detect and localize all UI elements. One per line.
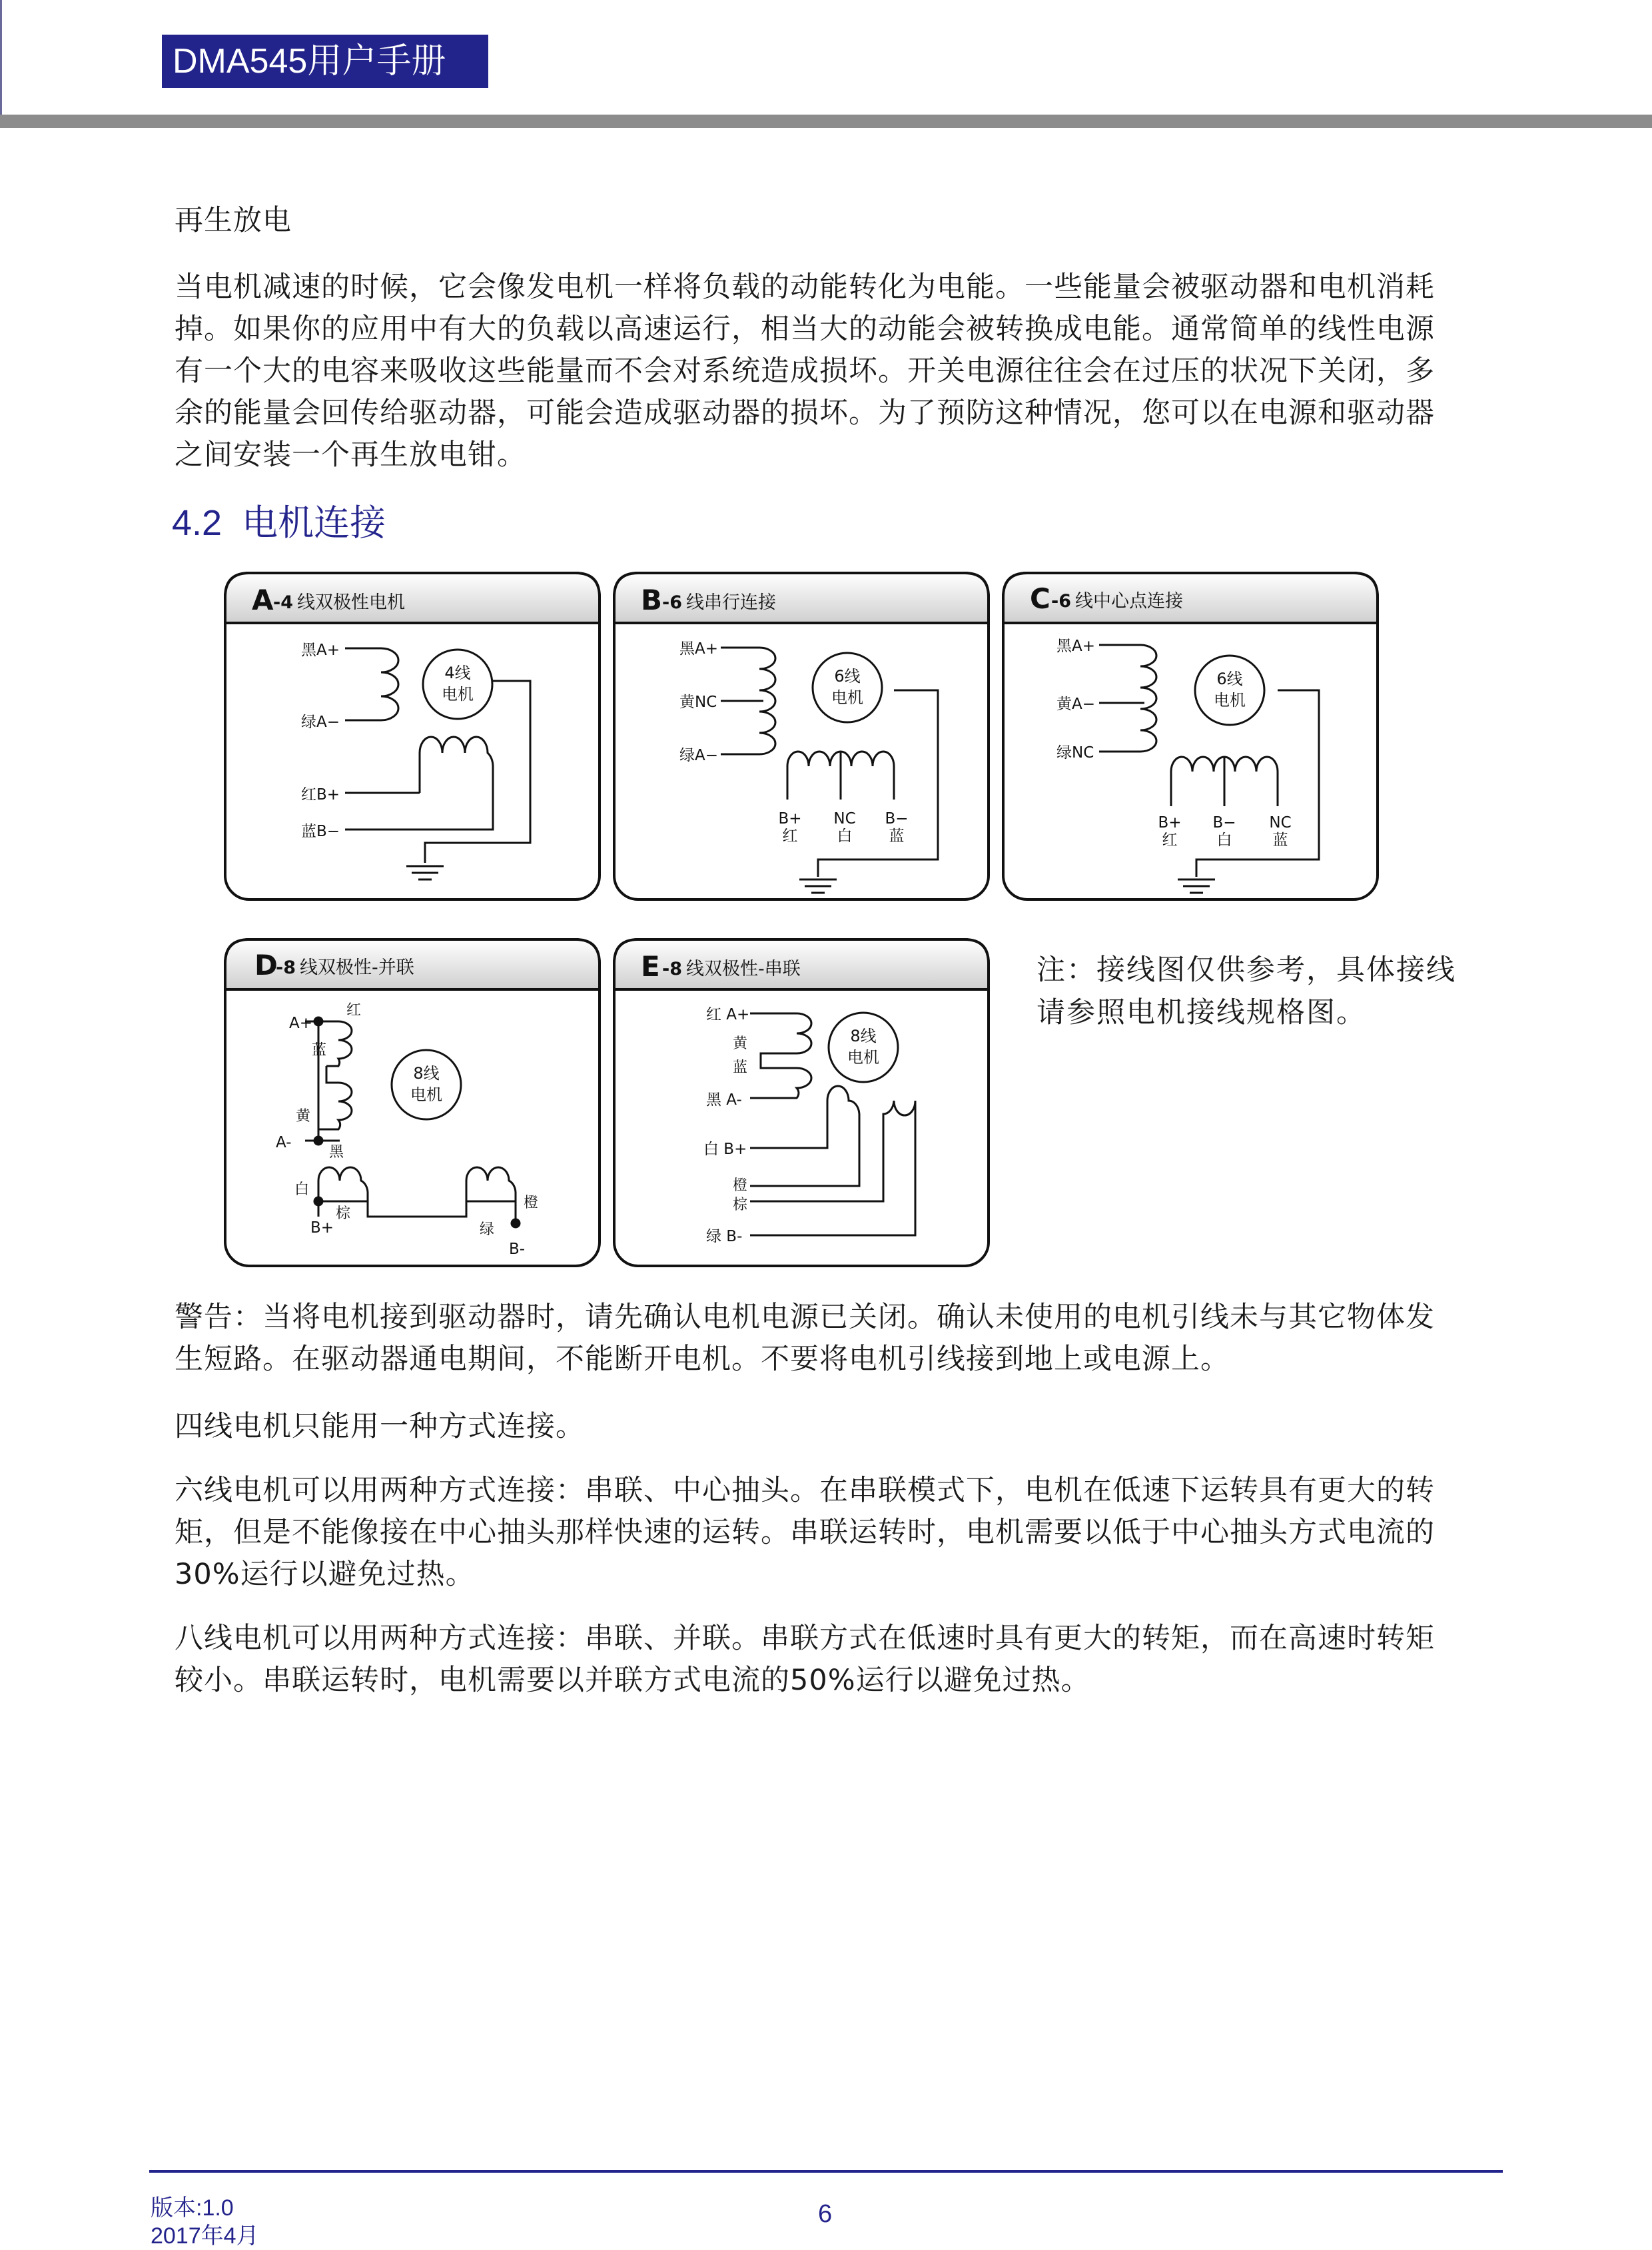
lead-label: 蓝 [312, 1042, 327, 1059]
section-number: 4.2 [172, 503, 222, 543]
diagram-b-letter: B [641, 584, 663, 616]
note-line: 注：接线图仅供参考，具体接线 [1036, 953, 1456, 987]
text-line: 矩，但是不能像接在中心抽头那样快速的运转。串联运转时，电机需要以低于中心抽头方式电流的 [175, 1516, 1435, 1549]
lead-label: 红B+ [301, 786, 340, 804]
lead-label: 黄 [733, 1035, 748, 1052]
text-line: 四线电机只能用一种方式连接。 [175, 1410, 585, 1443]
lead-label: 红 [782, 828, 798, 845]
note-line: 请参照电机接线规格图。 [1036, 996, 1366, 1029]
section-name: 电机连接 [242, 502, 386, 544]
lead-label: NC [1269, 814, 1292, 832]
lead-label: 红 [346, 1002, 362, 1019]
warning-paragraph [175, 1297, 1485, 1381]
diagram-e [614, 939, 989, 1266]
text-line: 警告：当将电机接到驱动器时，请先确认电机电源已关闭。确认未使用的电机引线未与其它物体发 [175, 1301, 1435, 1334]
motor-label: 6线 [1216, 670, 1243, 688]
lead-label: 黑A+ [301, 642, 340, 659]
lead-label: A- [276, 1134, 292, 1151]
lead-label: 蓝 [733, 1059, 748, 1076]
lead-label: 绿A− [679, 747, 719, 764]
motor-label: 电机 [1214, 691, 1246, 710]
lead-label: 黑 A- [706, 1091, 742, 1109]
lead-label: 白 [837, 828, 853, 845]
footer-rule [149, 2170, 1503, 2173]
motor-label: 电机 [847, 1048, 879, 1067]
four-wire-paragraph [175, 1406, 1485, 1448]
regen-heading: 再生放电 [175, 204, 292, 237]
lead-label: NC [833, 810, 856, 828]
motor-label: 电机 [831, 688, 863, 707]
diagram-a-letter: A [252, 584, 274, 616]
text-line: 较小。串联运转时，电机需要以并联方式电流的50%运行以避免过热。 [175, 1664, 1090, 1697]
lead-label: A+ [289, 1015, 313, 1032]
motor-label: 4线 [444, 664, 471, 682]
lead-label: 黄NC [679, 694, 717, 711]
lead-label: 黄A− [1056, 696, 1096, 713]
lead-label: B- [509, 1241, 526, 1258]
diagram-a-title: 线双极性电机 [297, 592, 405, 613]
lead-label: 绿A− [301, 714, 340, 731]
diagram-d [225, 939, 600, 1266]
svg-text:-6线串行连接 [662, 592, 777, 613]
lead-label: B− [1212, 814, 1236, 832]
footer-date: 2017年4月 [151, 2223, 259, 2249]
lead-label: 绿NC [1056, 744, 1094, 762]
lead-label: B+ [778, 810, 802, 828]
diagram-d-num: -8 [276, 957, 296, 978]
wiring-note [1036, 949, 1503, 1034]
diagram-e-title: 线双极性-串联 [686, 959, 801, 979]
lead-label: 黑 [329, 1144, 344, 1161]
svg-text:-4线双极性电机 [273, 592, 405, 613]
lead-label: 黑A+ [679, 640, 719, 658]
text-line: 生短路。在驱动器通电期间，不能断开电机。不要将电机引线接到地上或电源上。 [175, 1343, 1230, 1376]
diagram-c-num: -6 [1051, 591, 1071, 612]
text-line: 之间安装一个再生放电钳。 [175, 438, 526, 472]
page-number: 6 [818, 2200, 833, 2228]
motor-label: 8线 [850, 1027, 877, 1045]
diagram-e-letter: E [641, 950, 660, 983]
diagram-b-num: -6 [662, 592, 682, 613]
document-title: DMA545用户手册 [162, 35, 488, 88]
diagram-b [614, 573, 989, 899]
lead-label: 白 [1216, 832, 1232, 849]
lead-label: 橙 [733, 1177, 748, 1194]
diagram-e-num: -8 [662, 959, 682, 979]
svg-text:-6线中心点连接 [1051, 591, 1184, 612]
six-wire-paragraph [175, 1470, 1485, 1596]
lead-label: 黄 [296, 1108, 311, 1125]
diagram-c-letter: C [1030, 582, 1050, 615]
motor-label: 电机 [442, 685, 474, 704]
footer-version: 版本:1.0 [151, 2195, 234, 2221]
lead-label: 棕 [336, 1205, 351, 1222]
lead-label: 蓝 [1272, 832, 1288, 849]
diagram-b-title: 线串行连接 [686, 592, 776, 613]
lead-label: B+ [310, 1219, 334, 1237]
lead-label: 绿 [480, 1221, 495, 1238]
text-line: 当电机减速的时候，它会像发电机一样将负载的动能转化为电能。一些能量会被驱动器和电机消耗 [175, 271, 1435, 304]
text-line: 有一个大的电容来吸收这些能量而不会对系统造成损坏。开关电源往往会在过压的状况下关闭，多 [175, 354, 1435, 388]
lead-label: 红 A+ [706, 1006, 750, 1023]
lead-label: B+ [1158, 814, 1182, 832]
lead-label: B− [885, 810, 909, 828]
text-line: 掉。如果你的应用中有大的负载以高速运行，相当大的动能会被转换成电能。通常简单的线性电源 [175, 312, 1435, 346]
motor-label: 6线 [834, 667, 861, 686]
motor-label: 电机 [410, 1085, 442, 1104]
text-line: 八线电机可以用两种方式连接：串联、并联。串联方式在低速时具有更大的转矩，而在高速时转矩 [175, 1622, 1435, 1655]
eight-wire-paragraph [175, 1618, 1485, 1702]
text-line: 30%运行以避免过热。 [175, 1558, 475, 1591]
diagram-c-title: 线中心点连接 [1075, 591, 1183, 612]
diagram-a [225, 573, 600, 899]
lead-label: 橙 [524, 1195, 539, 1211]
lead-label: 蓝B− [301, 823, 340, 840]
lead-label: 黑A+ [1056, 638, 1096, 655]
diagram-a-num: -4 [273, 592, 293, 613]
motor-label: 8线 [413, 1064, 440, 1083]
diagram-d-title: 线双极性-并联 [300, 957, 414, 978]
lead-label: 白 B+ [703, 1141, 747, 1158]
lead-label: 白 [294, 1181, 310, 1198]
lead-label: 绿 B- [706, 1228, 743, 1245]
diagram-d-letter: D [254, 949, 278, 981]
diagram-c [1003, 573, 1378, 899]
text-line: 六线电机可以用两种方式连接：串联、中心抽头。在串联模式下，电机在低速下运转具有更大的转 [175, 1474, 1435, 1507]
lead-label: 红 [1162, 832, 1178, 849]
lead-label: 棕 [733, 1197, 748, 1213]
lead-label: 蓝 [889, 828, 905, 845]
text-line: 余的能量会回传给驱动器，可能会造成驱动器的损坏。为了预防这种情况，您可以在电源和驱动器 [175, 396, 1435, 430]
